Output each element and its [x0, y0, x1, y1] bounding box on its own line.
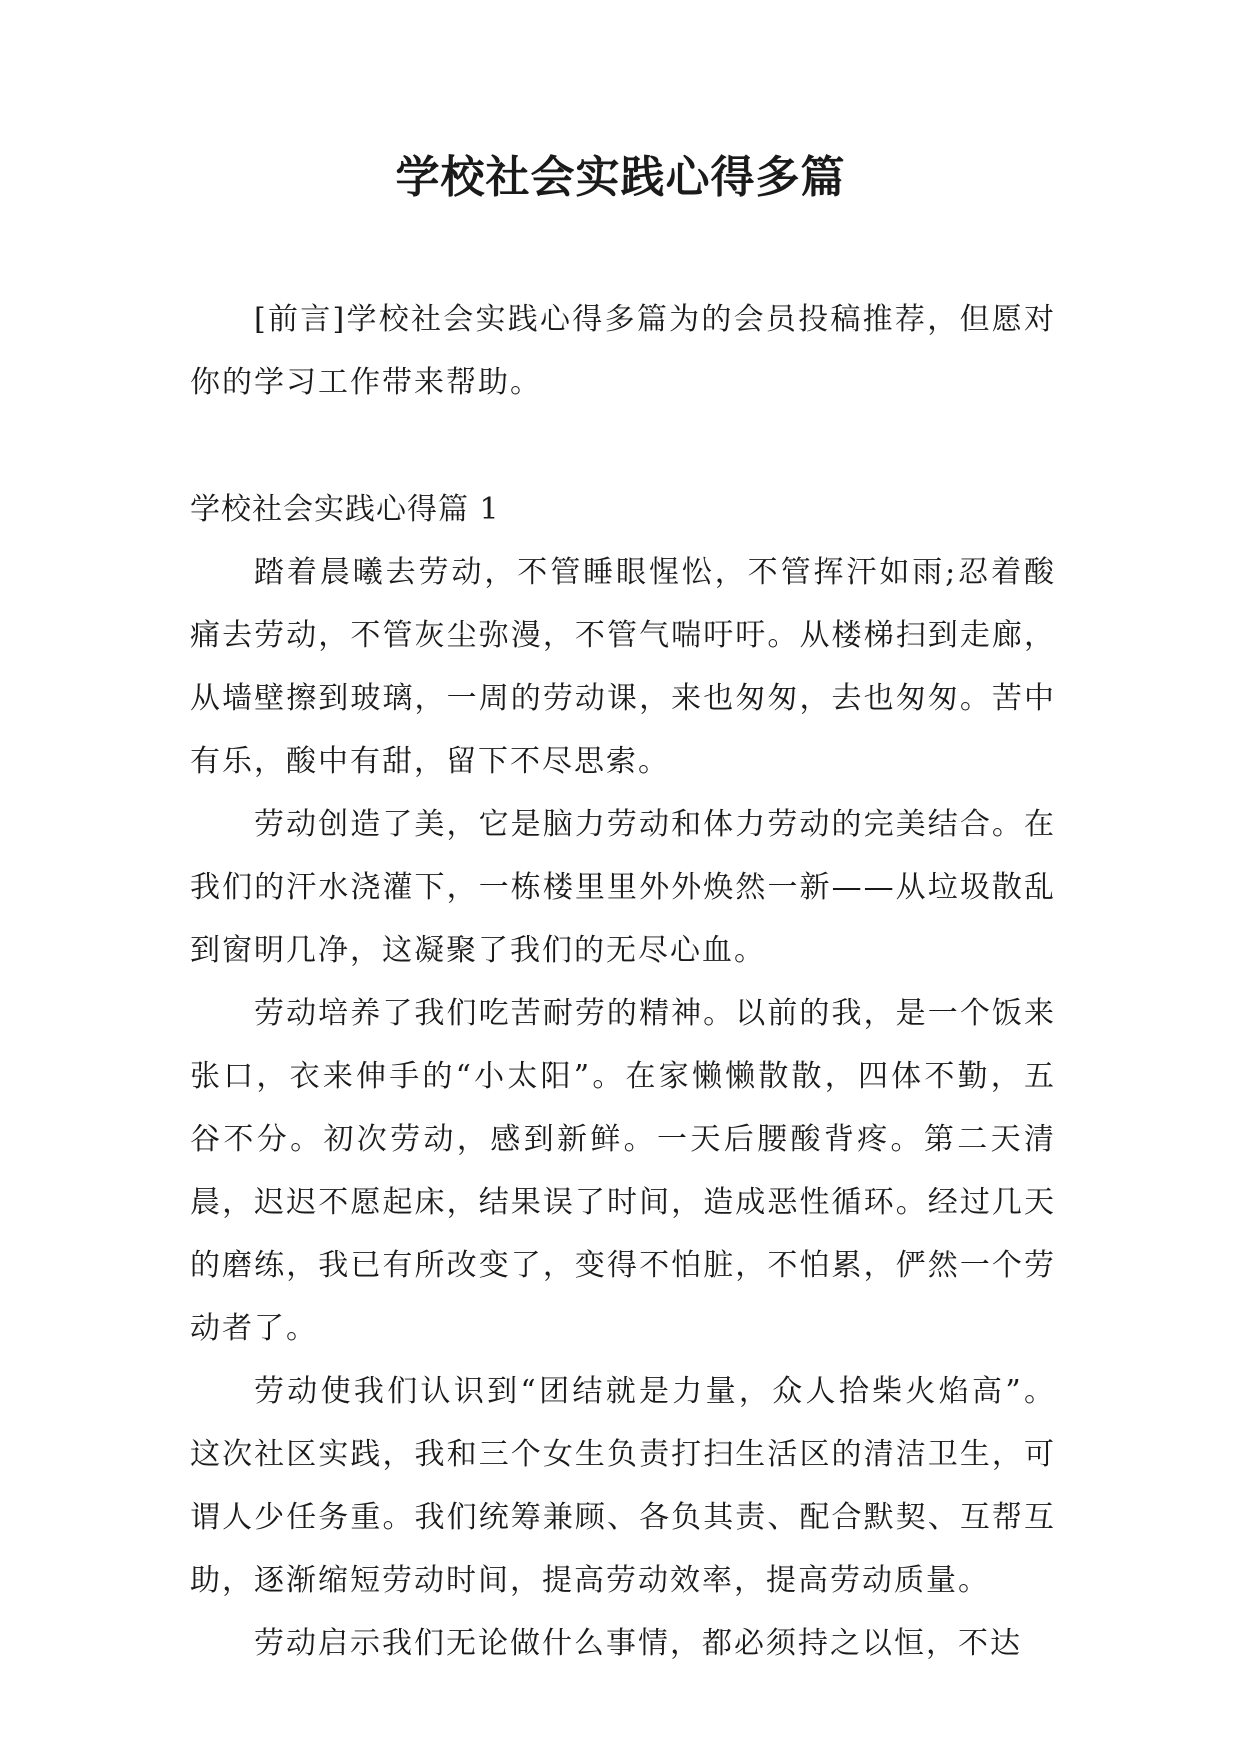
document-title: 学校社会实践心得多篇 — [395, 152, 846, 203]
body-paragraph: 劳动培养了我们吃苦耐劳的精神。以前的我，是一个饭来张口，衣来伸手的“小太阳”。在家懒懒散散，四体不勤，五谷不分。初次劳动，感到新鲜。一天后腰酸背疼。第二天清晨，迟迟不愿起床，结果误了时间，造成恶性循环。经过几天的磨练，我已有所改变了，变得不怕脏，不怕累，俨然一个劳动者了。 — [190, 996, 1056, 1346]
body-paragraph: 劳动启示我们无论做什么事情，都必须持之以恒，不达 — [254, 1626, 1022, 1661]
body-paragraph: 劳动使我们认识到“团结就是力量，众人拾柴火焰高”。这次社区实践，我和三个女生负责打扫生活区的清洁卫生，可谓人少任务重。我们统筹兼顾、各负其责、配合默契、互帮互助，逐渐缩短劳动时间，提高劳动效率，提高劳动质量。 — [190, 1374, 1056, 1598]
document-body — [190, 288, 1056, 1675]
section-heading: 学校社会实践心得篇 1 — [190, 492, 500, 527]
preface-paragraph: [前言]学校社会实践心得多篇为的会员投稿推荐，但愿对你的学习工作带来帮助。 — [190, 302, 1056, 400]
body-paragraph: 踏着晨曦去劳动，不管睡眼惺忪，不管挥汗如雨;忍着酸痛去劳动，不管灰尘弥漫，不管气喘吁吁。从楼梯扫到走廊，从墙壁擦到玻璃，一周的劳动课，来也匆匆，去也匆匆。苦中有乐，酸中有甜，留下不尽思索。 — [190, 555, 1056, 779]
body-paragraph: 劳动创造了美，它是脑力劳动和体力劳动的完美结合。在我们的汗水浇灌下，一栋楼里里外外焕然一新——从垃圾散乱到窗明几净，这凝聚了我们的无尽心血。 — [190, 807, 1056, 968]
spacer — [190, 414, 1056, 478]
